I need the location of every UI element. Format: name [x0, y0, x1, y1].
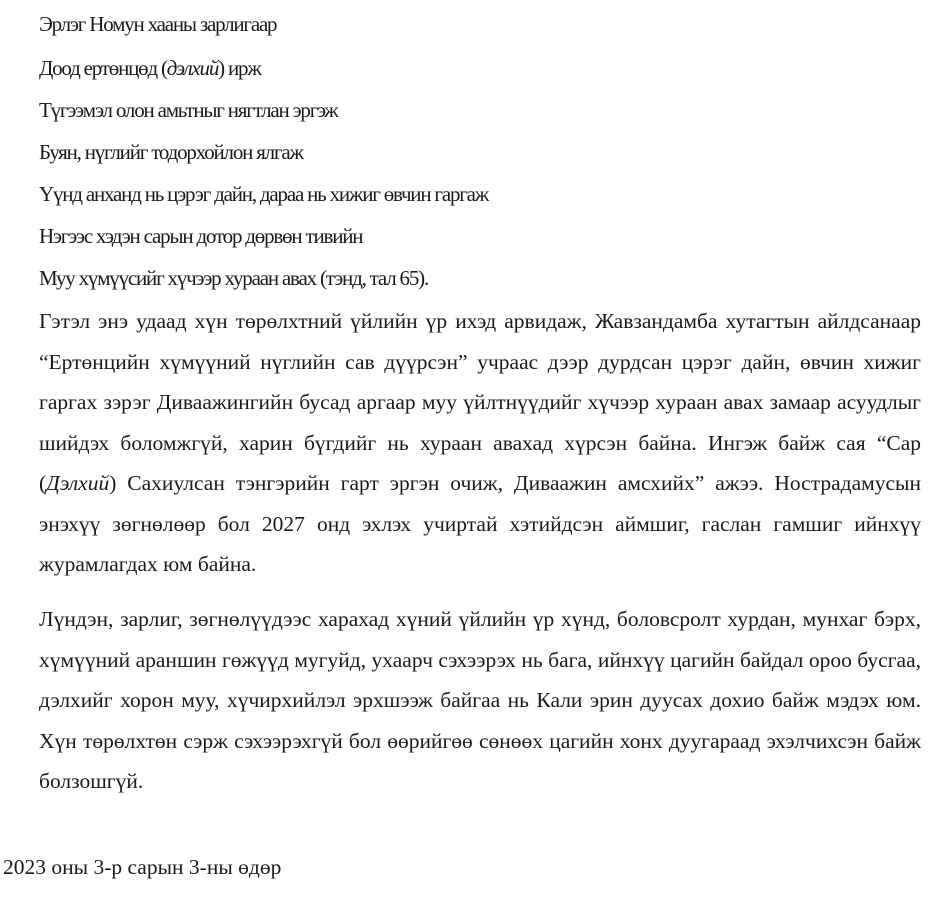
paragraph-1-part2: ) Сахиулсан тэнгэрийн гарт эргэн очиж, Диваажин амсхийх” ажээ. Нострадамусын энэхүү зөгнөлөөр бол 2027 онд эхлэх учиртай хэтийдсэн аймшиг, гаслан гамшиг ийнхүү журамлагдах юм байна. [39, 471, 921, 576]
verse-line-6: Нэгээс хэдэн сарын дотор дөрвөн тивийн [39, 224, 363, 248]
verse-line-1: Эрлэг Номун хааны зарлигаар [39, 12, 277, 36]
paragraph-1-italic: Дэлхий [46, 471, 110, 495]
document-date: 2023 оны 3-р сарын 3-ны өдөр [3, 855, 282, 879]
verse-line-3: Түгээмэл олон амьтныг нягтлан эргэж [39, 98, 338, 122]
paragraph-2: Лүндэн, зарлиг, зөгнөлүүдээс харахад хүний үйлийн үр хүнд, боловсролт хурдан, мунхаг бэрх, хүмүүний араншин гөжүүд мугуйд, ухаарч сэхээрэх нь бага, ийнхүү цагийн байдал ороо бусгаа, дэлхийг хорон муу, хүчирхийлэл эрхшээж байгаа нь Кали эрин дуусах дохио байж мэдэх юм. Хүн төрөлхтөн сэрж сэхээрэхгүй бол өөрийгөө сөнөөх цагийн хонх дуугараад эхэлчихсэн байж болзошгүй. [39, 607, 921, 793]
verse-line-2-italic: дэлхий [166, 56, 219, 80]
verse-line-7: Муу хүмүүсийг хүчээр хураан авах (тэнд, тал 65). [39, 266, 428, 290]
verse-line-2-post: ) ирж [218, 56, 261, 80]
verse-line-4: Буян, нүглийг тодорхойлон ялгаж [39, 140, 303, 164]
paragraph-1 [39, 301, 921, 585]
verse-line-2 [39, 58, 261, 79]
verse-line-5: Үүнд анханд нь цэрэг дайн, дараа нь хижиг өвчин гаргаж [39, 182, 489, 206]
paragraph-1-part1: Гэтэл энэ удаад хүн төрөлхтний үйлийн үр ихэд арвидаж, Жавзандамба хутагтын айлдсанаар “Ертөнцийн хүмүүний нүглийн сав дүүрсэн” учраас дээр дурдсан цэрэг дайн, өвчин хижиг гаргах зэрэг Диваажингийн бусад аргаар муу үйлтнүүдийг хүчээр хураан авах замаар асуудлыг шийдэх боломжгүй, харин бүгдийг нь хураан авахад хүрсэн байна. Ингэж байж сая “Сар ( [39, 309, 921, 495]
verse-line-2-pre: Доод ертөнцөд ( [39, 56, 167, 80]
